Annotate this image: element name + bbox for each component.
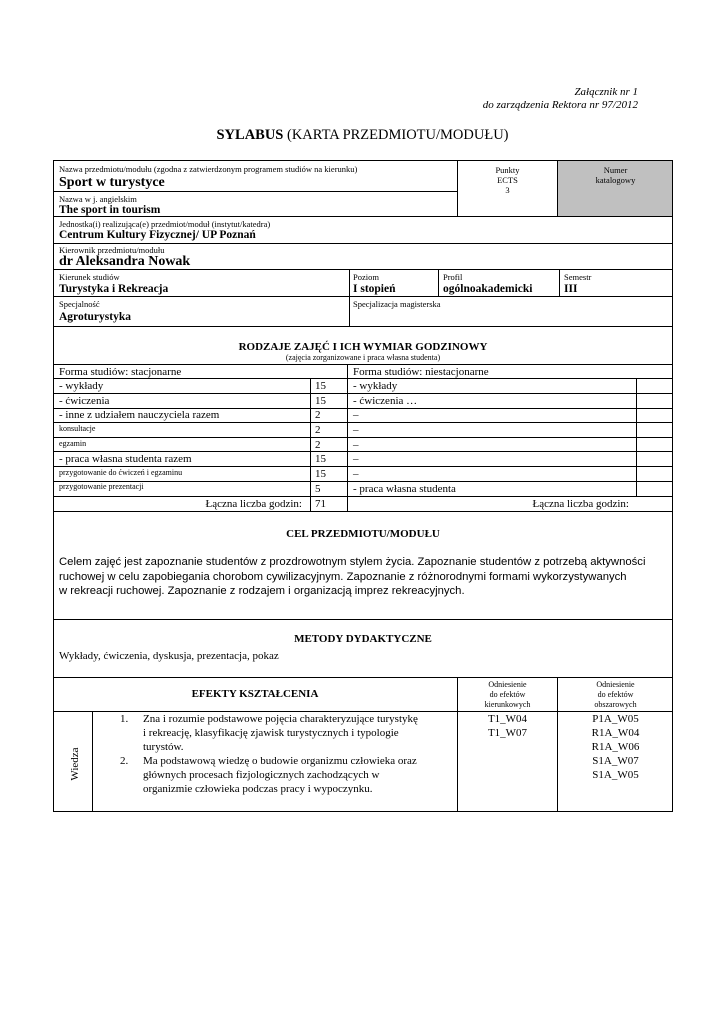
hours-right-header: Forma studiów: niestacjonarne — [353, 366, 489, 378]
hours-row-value: 2 — [315, 439, 321, 451]
title-bold: SYLABUS — [216, 127, 284, 143]
area-ref: S1A_W07 — [592, 755, 639, 767]
hours-row-right-label: – — [353, 468, 359, 480]
area-header-1: Odniesienie — [596, 680, 635, 689]
ects-value: 3 — [505, 185, 510, 195]
hours-title: RODZAJE ZAJĘĆ I ICH WYMIAR GODZINOWY — [238, 341, 488, 353]
effects-dir-header — [457, 680, 558, 710]
hours-row-label: przygotowanie prezentacji — [59, 482, 144, 491]
catalog-label-1: Numer — [603, 165, 628, 175]
effect-item-number: 2. — [120, 755, 129, 767]
level-value: I stopień — [353, 283, 396, 295]
effect-item-1-line: turystów. — [143, 741, 184, 753]
effect-item-1-line: i rekreację, klasyfikację zjawisk turystycznych i typologie — [143, 727, 399, 739]
total-hours-label: Łączna liczba godzin: — [205, 498, 302, 510]
area-header-3: obszarowych — [594, 700, 637, 709]
semester-value: III — [564, 283, 578, 295]
head-label: Kierownik przedmiotu/modułu — [59, 245, 165, 255]
field-value: Turystyka i Rekreacja — [59, 283, 169, 295]
area-ref: R1A_W06 — [591, 741, 640, 753]
hours-row-label: - ćwiczenia — [59, 395, 110, 407]
page-title — [0, 127, 725, 144]
course-name-en-label: Nazwa w j. angielskim — [59, 194, 137, 204]
master-label: Specjalizacja magisterska — [353, 299, 441, 309]
field-label: Kierunek studiów — [59, 272, 120, 282]
hours-row-right-label: – — [353, 439, 359, 451]
hours-row-value: 15 — [315, 453, 326, 465]
hours-row-right-label: - wykłady — [353, 380, 398, 392]
area-ref: S1A_W05 — [592, 769, 639, 781]
dir-header-3: kierunkowych — [484, 700, 531, 709]
total-hours-right-label: Łączna liczba godzin: — [532, 498, 629, 510]
dir-header-1: Odniesienie — [488, 680, 527, 689]
specialty-label: Specjalność — [59, 299, 100, 309]
effect-item-2 — [143, 754, 417, 796]
level-label: Poziom — [353, 272, 379, 282]
effect-item-1 — [143, 712, 418, 754]
area-header-2: do efektów — [597, 690, 634, 699]
effect-item-2-line: Ma podstawową wiedzę o budowie organizmu człowieka oraz — [143, 755, 417, 767]
hours-row-value: 2 — [315, 409, 321, 421]
semester-label: Semestr — [564, 272, 592, 282]
hours-row-label: - wykłady — [59, 380, 104, 392]
goal-text-line-3: w rekreacji ruchowej. Zapoznanie z rodzajem i organizacją imprez rekreacyjnych. — [59, 585, 465, 597]
catalog-label-2: katalogowy — [595, 175, 636, 185]
hours-row-right-label: – — [353, 424, 359, 436]
hours-subtitle: (zajęcia zorganizowane i praca własna studenta) — [285, 353, 441, 362]
profile-label: Profil — [443, 272, 463, 282]
methods-title: METODY DYDAKTYCZNE — [294, 633, 432, 645]
hours-row-right-label: – — [353, 409, 359, 421]
goal-title: CEL PRZEDMIOTU/MODUŁU — [286, 528, 440, 540]
hours-row-right-label: – — [353, 453, 359, 465]
course-name-label: Nazwa przedmiotu/modułu (zgodna z zatwierdzonym programem studiów na kierunku) — [59, 164, 358, 174]
directional-ref: T1_W07 — [487, 727, 528, 739]
goal-text-line-2: ruchowej w celu zapobiegania chorobom cywilizacyjnym. Zapoznanie z różnorodnymi formami wykorzystywanych — [59, 571, 627, 583]
course-name-en: The sport in tourism — [59, 204, 161, 216]
course-name: Sport w turystyce — [59, 175, 165, 190]
title-rest: (KARTA PRZEDMIOTU/MODUŁU) — [283, 127, 509, 143]
effects-area-header — [558, 680, 673, 710]
area-ref: R1A_W04 — [591, 727, 640, 739]
effect-item-number: 1. — [120, 713, 129, 725]
ects-label-2: ECTS — [497, 175, 518, 185]
hours-row-value: 15 — [315, 468, 326, 480]
category-label: Wiedza — [69, 747, 81, 781]
hours-row-label: - praca własna studenta razem — [59, 453, 192, 465]
effect-item-1-line: Zna i rozumie podstawowe pojęcia charakteryzujące turystykę — [143, 713, 418, 725]
unit-label: Jednostka(i) realizująca(e) przedmiot/moduł (instytut/katedra) — [59, 219, 271, 229]
regulation-label: do zarządzenia Rektora nr 97/2012 — [482, 99, 638, 111]
catalog-label — [558, 165, 673, 185]
directional-refs — [457, 712, 558, 740]
goal-text-line-1: Celem zajęć jest zapoznanie studentów z prozdrowotnym stylem życia. Zapoznanie studentów z potrzebą aktywności — [59, 556, 646, 568]
hours-row-value: 15 — [315, 380, 326, 392]
hours-row-label: przygotowanie do ćwiczeń i egzaminu — [59, 468, 183, 477]
area-refs — [558, 712, 673, 782]
hours-row-label: egzamin — [59, 439, 87, 448]
hours-row-right-label: - praca własna studenta — [353, 483, 456, 495]
dir-header-2: do efektów — [489, 690, 526, 699]
profile-value: ogólnoakademicki — [443, 283, 533, 295]
hours-row-label: - inne z udziałem nauczyciela razem — [59, 409, 220, 421]
hours-left-header: Forma studiów: stacjonarne — [59, 366, 182, 378]
effects-title: EFEKTY KSZTAŁCENIA — [191, 688, 319, 700]
effect-item-2-line: organizmie człowieka podczas pracy i wypoczynku. — [143, 783, 373, 795]
directional-ref: T1_W04 — [487, 713, 528, 725]
effect-item-2-line: głównych procesach fizjologicznych zachodzących w — [143, 769, 380, 781]
hours-row-value: 5 — [315, 483, 321, 495]
hours-row-value: 15 — [315, 395, 326, 407]
hours-row-label: konsultacje — [59, 424, 96, 433]
unit-value: Centrum Kultury Fizycznej/ UP Poznań — [59, 229, 256, 241]
ects-label-1: Punkty — [495, 165, 520, 175]
ects-cell — [457, 165, 558, 195]
methods-text: Wykłady, ćwiczenia, dyskusja, prezentacja, pokaz — [59, 650, 279, 662]
attachment-label: Załącznik nr 1 — [574, 86, 638, 98]
area-ref: P1A_W05 — [592, 713, 639, 725]
total-hours-value: 71 — [315, 498, 326, 510]
attachment-note — [483, 86, 638, 112]
head-value: dr Aleksandra Nowak — [59, 254, 191, 269]
specialty-value: Agroturystyka — [59, 311, 131, 323]
hours-row-right-label: - ćwiczenia … — [353, 395, 418, 407]
hours-row-value: 2 — [315, 424, 321, 436]
